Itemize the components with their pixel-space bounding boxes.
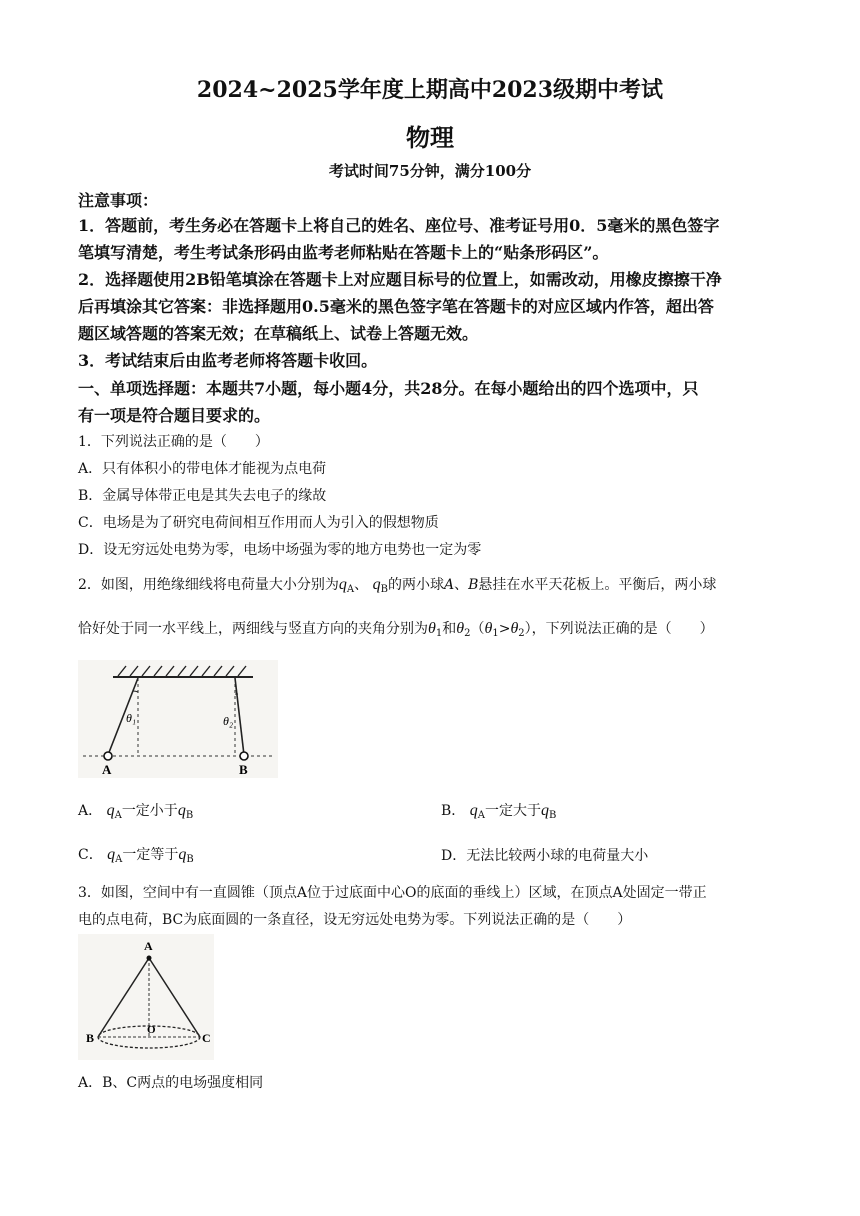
label-theta2: θ₂ (223, 714, 234, 728)
q2-stem-line-2: 恰好处于同一水平线上，两细线与竖直方向的夹角分别为$\theta_1$和$\theta_2(\theta_1>\theta_2)$，下列说法正确的是（ ） (78, 620, 714, 639)
note-2-line-2: 后再填涂其它答案：非选择题用0.5毫米的黑色签字笔在答题卡的对应区域内作答，超出答 (78, 297, 714, 316)
note-1-line-1: 1．答题前，考生务必在答题卡上将自己的姓名、座位号、准考证号用0．5毫米的黑色签字 (78, 216, 720, 235)
label-o: O (147, 1024, 156, 1036)
q2-option-b: B． $q_A$一定大于$q_B$ (441, 802, 557, 821)
q1-option-a: A．只有体积小的带电体才能视为点电荷 (78, 461, 327, 477)
q3-option-a: A．B、C两点的电场强度相同 (78, 1075, 264, 1091)
note-1-line-2: 笔填写清楚，考生考试条形码由监考老师粘贴在答题卡上的“贴条形码区”。 (78, 243, 609, 262)
note-2-line-3: 题区域答题的答案无效；在草稿纸上、试卷上答题无效。 (78, 324, 479, 343)
subject-title: 物理 (406, 123, 454, 152)
notes-heading: 注意事项： (78, 191, 159, 210)
q2-option-c: C． $q_A$一定等于$q_B$ (78, 846, 194, 865)
note-3: 3．考试结束后由监考老师将答题卡收回。 (78, 351, 378, 370)
q1-option-c: C．电场是为了研究电荷间相互作用而人为引入的假想物质 (78, 515, 439, 531)
q2-stem-line-1: 2．如图，用绝缘细线将电荷量大小分别为$q_A$、 $q_B$的两小球A、B悬挂在水平天花板上。平衡后，两小球 (78, 576, 717, 595)
section-1-line-2: 有一项是符合题目要求的。 (78, 406, 271, 425)
point-a (147, 956, 152, 961)
q2-option-d: D．无法比较两小球的电荷量大小 (441, 848, 649, 864)
label-c: C (202, 1031, 211, 1045)
q1-option-d: D．设无穷远处电势为零，电场中场强为零的地方电势也一定为零 (78, 542, 482, 558)
label-b: B (86, 1031, 95, 1045)
ball-b (240, 752, 248, 760)
q1-stem: 1．下列说法正确的是（ ） (78, 434, 269, 450)
exam-title: 2024~2025学年度上期高中2023级期中考试 (196, 77, 664, 103)
q3-cone-figure (78, 934, 214, 1060)
note-2-line-1: 2．选择题使用2B铅笔填涂在答题卡上对应题目标号的位置上，如需改动，用橡皮擦擦干净 (78, 270, 722, 289)
q2-option-a: A． $q_A$一定小于$q_B$ (78, 802, 194, 821)
section-1-line-1: 一、单项选择题：本题共7小题，每小题4分，共28分。在每小题给出的四个选项中，只 (78, 379, 699, 398)
label-theta1: θ₁ (126, 711, 137, 725)
label-a: A (102, 762, 112, 777)
q3-stem-line-2: 电的点电荷，BC为底面圆的一条直径，设无穷远处电势为零。下列说法正确的是（ ） (78, 912, 632, 928)
q3-stem-line-1: 3．如图，空间中有一直圆锥（顶点A位于过底面中心O的底面的垂线上）区域，在顶点A处固定一带正 (78, 885, 707, 901)
q2-figure (78, 660, 278, 778)
exam-info: 考试时间75分钟，满分100分 (328, 162, 532, 180)
q1-option-b: B．金属导体带正电是其失去电子的缘故 (78, 488, 327, 504)
label-a: A (144, 939, 153, 953)
ball-a (104, 752, 112, 760)
label-b: B (239, 762, 248, 777)
